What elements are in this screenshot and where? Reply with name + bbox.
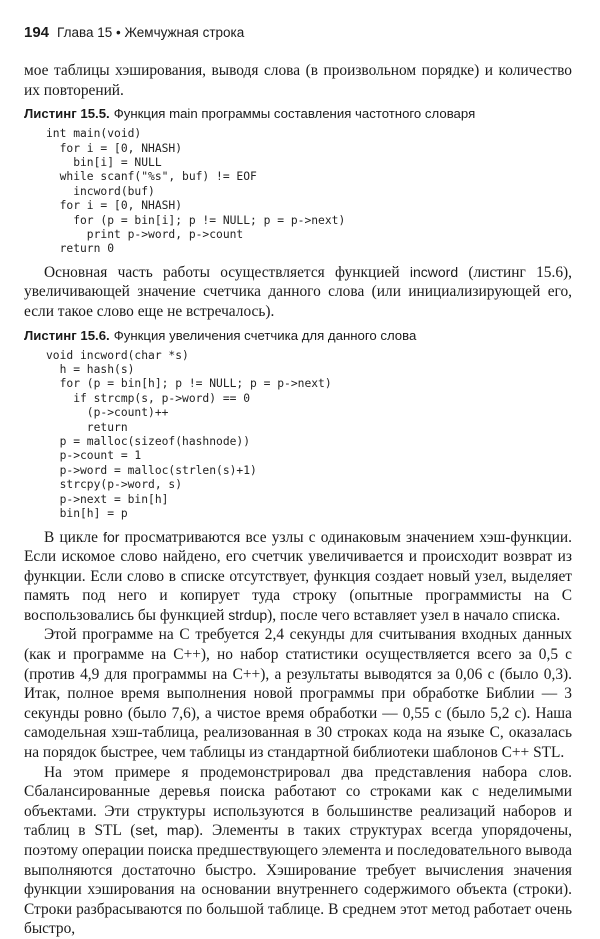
page-number: 194	[24, 24, 50, 41]
listing-15-5-caption: Функция main программы составления частотного словаря	[113, 106, 476, 122]
paragraph-incword	[24, 263, 572, 322]
chapter-title: Глава 15 • Жемчужная строка	[57, 25, 245, 40]
text-span: ,	[154, 822, 167, 840]
paragraph-for-loop	[24, 528, 572, 626]
text-span: просматриваются все узлы с одинаковым значением хэш-функции. Если искомое слово найдено, его счетчик увеличивается и происходит возврат из функции. Если слово в списке отсутствует, функция создает новый узел, выделяет память под него и копирует туда строку (опытные программисты на C воспользовались бы функцией	[24, 528, 572, 624]
code-keyword: map	[166, 822, 195, 839]
code-keyword: for	[103, 528, 120, 545]
intro-paragraph: мое таблицы хэширования, выводя слова (в произвольном порядке) и количество их повторений.	[24, 62, 572, 99]
code-keyword: incword	[409, 263, 459, 280]
listing-15-6-label: Листинг 15.6.	[24, 327, 110, 343]
listing-15-5-label: Листинг 15.5.	[24, 106, 110, 122]
text-span: В цикле	[44, 528, 104, 546]
code-keyword: strdup	[228, 606, 268, 623]
text-span: Основная часть работы осуществляется функцией	[44, 263, 410, 281]
listing-15-5-code: int main(void) for i = [0, NHASH) bin[i] = NULL while scanf("%s", buf) != EOF incword(buf) for i = [0, NHASH) for (p = bin[i]; p != NULL; p = p->next) print p->word, p->count return 0	[46, 127, 346, 256]
code-keyword: set	[135, 822, 155, 839]
book-page	[24, 22, 572, 939]
listing-15-5-title	[24, 105, 572, 123]
listing-15-6-caption: Функция увеличения счетчика для данного слова	[113, 327, 417, 343]
listing-15-6-code: void incword(char *s) h = hash(s) for (p = bin[h]; p != NULL; p = p->next) if strcmp(s, p->word) == 0 (p->count)++ return p = malloc(sizeof(hashnode)) p->count = 1 p->word = malloc(strlen(s)+1) strcpy(p->word, s) p->next = bin[h] bin[h] = p	[46, 348, 332, 521]
running-header	[24, 22, 572, 44]
text-span: На этом примере я продемонстрировал два представления набора слов. Сбалансированные деревья поиска работают со строками как с неделимыми объектами. Эти структуры используются в большинстве реализаций наборов и таблиц в STL (	[24, 763, 572, 840]
text-span: ), после чего вставляет узел в начало списка.	[267, 606, 561, 624]
text-span: (листинг 15.6), увеличивающей значение счетчика данного слова (или инициализирующей его, если такое слово еще не встречалось).	[24, 263, 572, 321]
text-span: ). Элементы в таких структурах всегда упорядочены, поэтому операции поиска предшествующего элемента и последовательного вывода выполняются достаточно быстро. Хэширование требует вычисления значения функции хэширования на основании внутреннего содержимого объекта (строки). Строки разбрасываются по большой таблице. В среднем этот метод работает очень быстро,	[24, 822, 572, 938]
listing-15-6-title	[24, 327, 572, 345]
paragraph-representations	[24, 763, 572, 939]
paragraph-timing: Этой программе на C требуется 2,4 секунды для считывания входных данных (как и программе на C++), но набор статистики осуществляется всего за 0,5 с (против 4,9 для программы на C++), а результаты выводятся за 0,06 с (было 0,3). Итак, полное время выполнения новой программы при обработке Библии — 3 секунды ровно (было 7,6), а чистое время обработки — 0,55 с (было 5,2 с). Наша самодельная хэш-таблица, реализованная в 30 строках кода на языке C, оказалась на порядок быстрее, чем таблицы из стандартной библиотеки шаблонов C++ STL.	[24, 626, 572, 762]
